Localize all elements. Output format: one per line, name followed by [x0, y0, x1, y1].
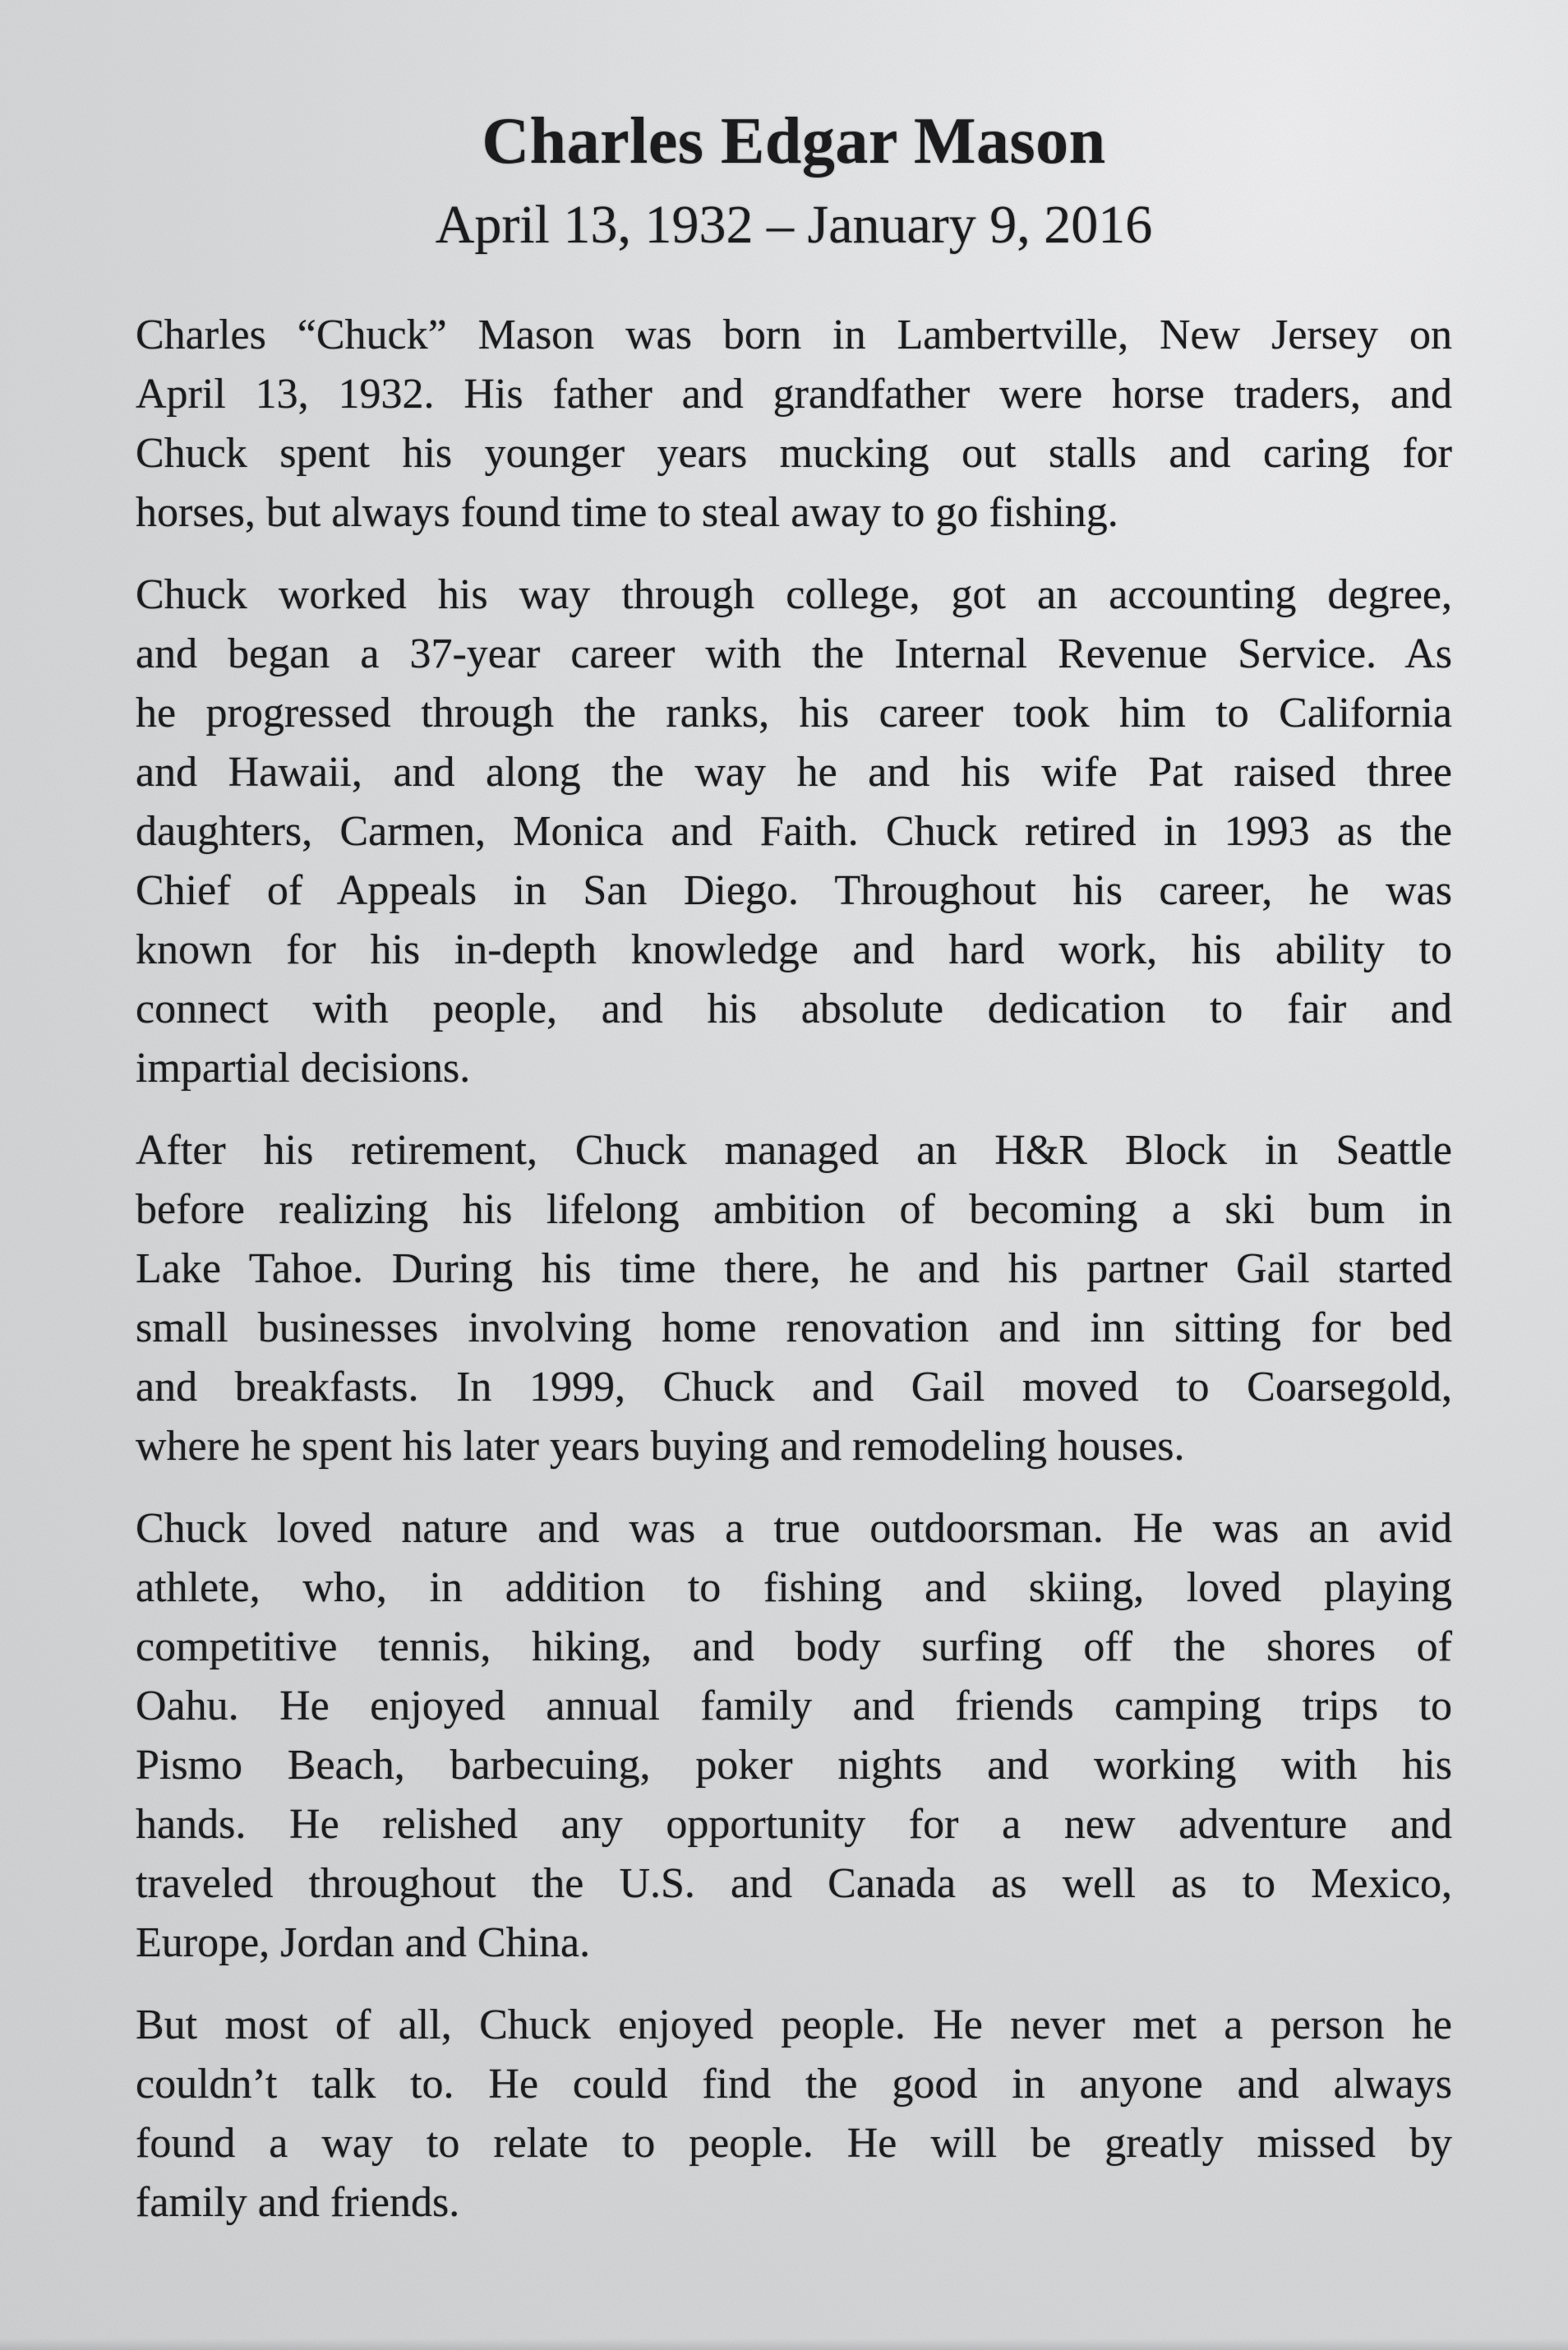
text-line: competitive tennis, hiking, and body surfing off the shores of: [136, 1623, 1452, 1670]
paragraph: [136, 566, 1452, 1098]
paragraph: [136, 306, 1452, 542]
paragraph: [136, 1996, 1452, 2232]
text-line: hands. He relished any opportunity for a new adventure and: [136, 1801, 1452, 1848]
obituary-body: [136, 306, 1452, 2232]
obituary-content: [0, 104, 1568, 2232]
text-line: where he spent his later years buying and remodeling houses.: [136, 1423, 1185, 1470]
text-line: and breakfasts. In 1999, Chuck and Gail moved to Coarsegold,: [136, 1364, 1452, 1410]
text-line: and Hawaii, and along the way he and his wife Pat raised three: [136, 749, 1452, 796]
text-line: Europe, Jordan and China.: [136, 1919, 591, 1966]
text-line: before realizing his lifelong ambition of becoming a ski bum in: [136, 1186, 1452, 1233]
text-line: known for his in-depth knowledge and hard work, his ability to: [136, 926, 1452, 973]
life-dates: April 13, 1932 – January 9, 2016: [435, 195, 1153, 255]
paragraph: [136, 1121, 1452, 1476]
text-line: Chuck worked his way through college, got an accounting degree,: [136, 571, 1452, 618]
text-line: daughters, Carmen, Monica and Faith. Chuck retired in 1993 as the: [136, 808, 1452, 855]
text-line: and began a 37-year career with the Internal Revenue Service. As: [136, 630, 1452, 677]
text-line: April 13, 1932. His father and grandfather were horse traders, and: [136, 371, 1452, 418]
text-line: small businesses involving home renovation and inn sitting for bed: [136, 1304, 1452, 1351]
text-line: found a way to relate to people. He will be greatly missed by: [136, 2120, 1452, 2167]
text-line: couldn’t talk to. He could find the good in anyone and always: [136, 2061, 1452, 2108]
paragraph: [136, 1499, 1452, 1973]
text-line: impartial decisions.: [136, 1045, 471, 1092]
text-line: Chief of Appeals in San Diego. Throughout his career, he was: [136, 867, 1452, 914]
text-line: horses, but always found time to steal away to go fishing.: [136, 489, 1118, 536]
text-line: Chuck loved nature and was a true outdoorsman. He was an avid: [136, 1505, 1452, 1552]
text-line: connect with people, and his absolute dedication to fair and: [136, 986, 1452, 1032]
page-title: Charles Edgar Mason: [482, 105, 1106, 178]
text-line: Charles “Chuck” Mason was born in Lambertville, New Jersey on: [136, 312, 1452, 358]
text-line: But most of all, Chuck enjoyed people. He never met a person he: [136, 2001, 1452, 2048]
text-line: Pismo Beach, barbecuing, poker nights and working with his: [136, 1742, 1452, 1789]
text-line: Chuck spent his younger years mucking out stalls and caring for: [136, 430, 1452, 477]
text-line: he progressed through the ranks, his career took him to California: [136, 690, 1452, 736]
text-line: athlete, who, in addition to fishing and skiing, loved playing: [136, 1564, 1452, 1611]
text-line: Oahu. He enjoyed annual family and friends camping trips to: [136, 1683, 1452, 1729]
text-line: family and friends.: [136, 2179, 460, 2226]
text-line: traveled throughout the U.S. and Canada as well as to Mexico,: [136, 1860, 1452, 1907]
text-line: Lake Tahoe. During his time there, he and his partner Gail started: [136, 1245, 1452, 1292]
text-line: After his retirement, Chuck managed an H&R Block in Seattle: [136, 1127, 1452, 1174]
